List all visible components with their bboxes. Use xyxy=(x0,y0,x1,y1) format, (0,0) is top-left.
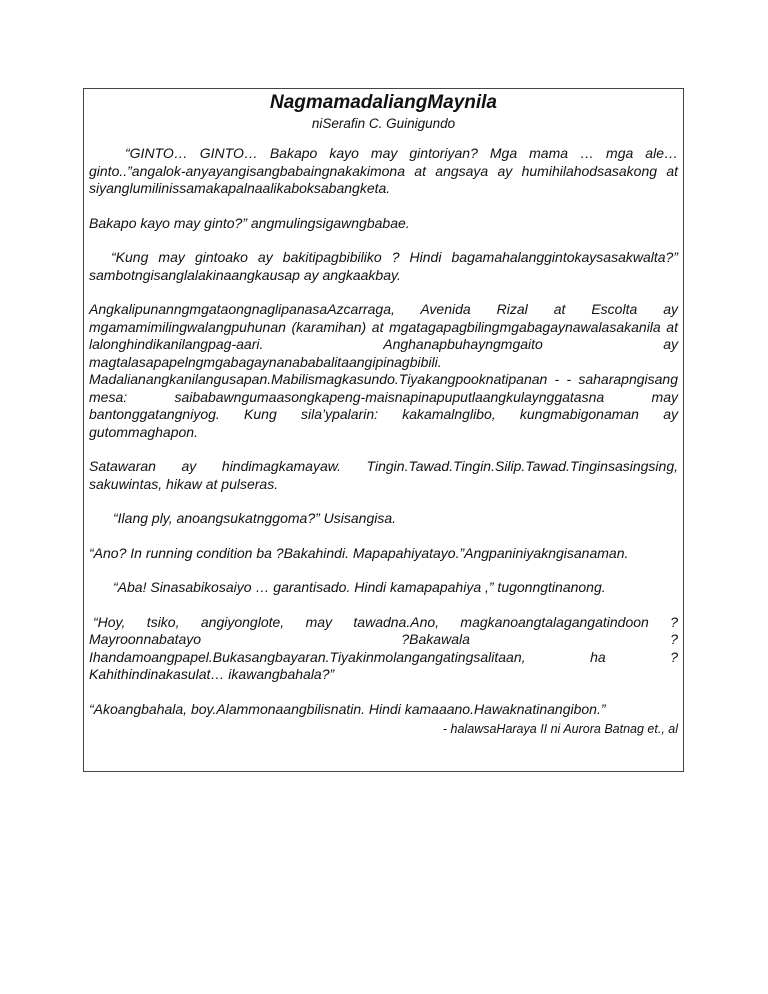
document-frame xyxy=(83,88,684,772)
paragraph-2: Bakapo kayo may ginto?” angmulingsigawngbabae. xyxy=(89,214,410,231)
paragraph-7: “Ano? In running condition ba ?Bakahindi. Mapapahiyatayo.”Angpaniniyakngisanaman. xyxy=(89,544,629,561)
paragraph-9: “Hoy, tsiko, angiyonglote, may tawadna.Ano, magkanoangtalagangatindoon ?Mayroonnabatayo ?Bakawala ?Ihandamoangpapel.Bukasangbayaran.Tiyakinmolangangatingsalitaan, ha ?Kahithindinakasulat… ikawangbahala?” xyxy=(89,613,678,682)
document-author: niSerafin C. Guinigundo xyxy=(311,116,456,131)
paragraph-5: Satawaran ay hindimagkamayaw. Tingin.Tawad.Tingin.Silip.Tawad.Tinginsasingsing, sakuwintas, hikaw at pulseras. xyxy=(89,458,678,492)
paragraph-3: “Kung may gintoako ay bakitipagbibiliko ? Hindi bagamahalanggintokaysasakwalta?” sambotngisanglalakinaangkausap ay angkaakbay. xyxy=(89,249,678,283)
paragraph-6: “Ilang ply, anoangsukatnggoma?” Usisangisa. xyxy=(113,510,397,526)
paragraph-10: “Akoangbahala, boy.Alammonaangbilisnatin. Hindi kamaaano.Hawaknatinangibon.” xyxy=(89,700,606,717)
paragraph-1: “GINTO… GINTO… Bakapo kayo may gintoriyan? Mga mama … mga ale… ginto..”angalok-anyayangisangbabaingnakakimona at angsaya ay humihilahodsasakong at siyanglumilinissamakapalnaalikaboksabangketa. xyxy=(89,145,678,196)
source-citation: - halawsaHaraya II ni Aurora Batnag et., al xyxy=(442,722,678,736)
document-title: NagmamadaliangMaynila xyxy=(269,92,498,113)
document-body xyxy=(89,91,678,737)
paragraph-8: “Aba! Sinasabikosaiyo … garantisado. Hindi kamapapahiya ,” tugonngtinanong. xyxy=(113,579,606,595)
paragraph-4: AngkalipunanngmgataongnaglipanasaAzcarraga, Avenida Rizal at Escolta ay mgamamimilingwalangpuhunan (karamihan) at mgatagapagbilingmgabagaynawalasakanila at lalonghindikanilangpag-aari. Anghanapbuhayngmgaito ay magtalasapapelngmgabagaynanababalitaangipinagbibili. Madalianangkanilangusapan.Mabilismagkasundo.Tiyakangpooknatipanan - - saharapngisang mesa: saibabawngumaasongkapeng-maisnapinapuputlaangkulaynggatasna may bantonggatangniyog. Kung sila’ypalarin: kakamalnglibo, kungmabigonaman ay gutommaghapon. xyxy=(89,301,678,440)
